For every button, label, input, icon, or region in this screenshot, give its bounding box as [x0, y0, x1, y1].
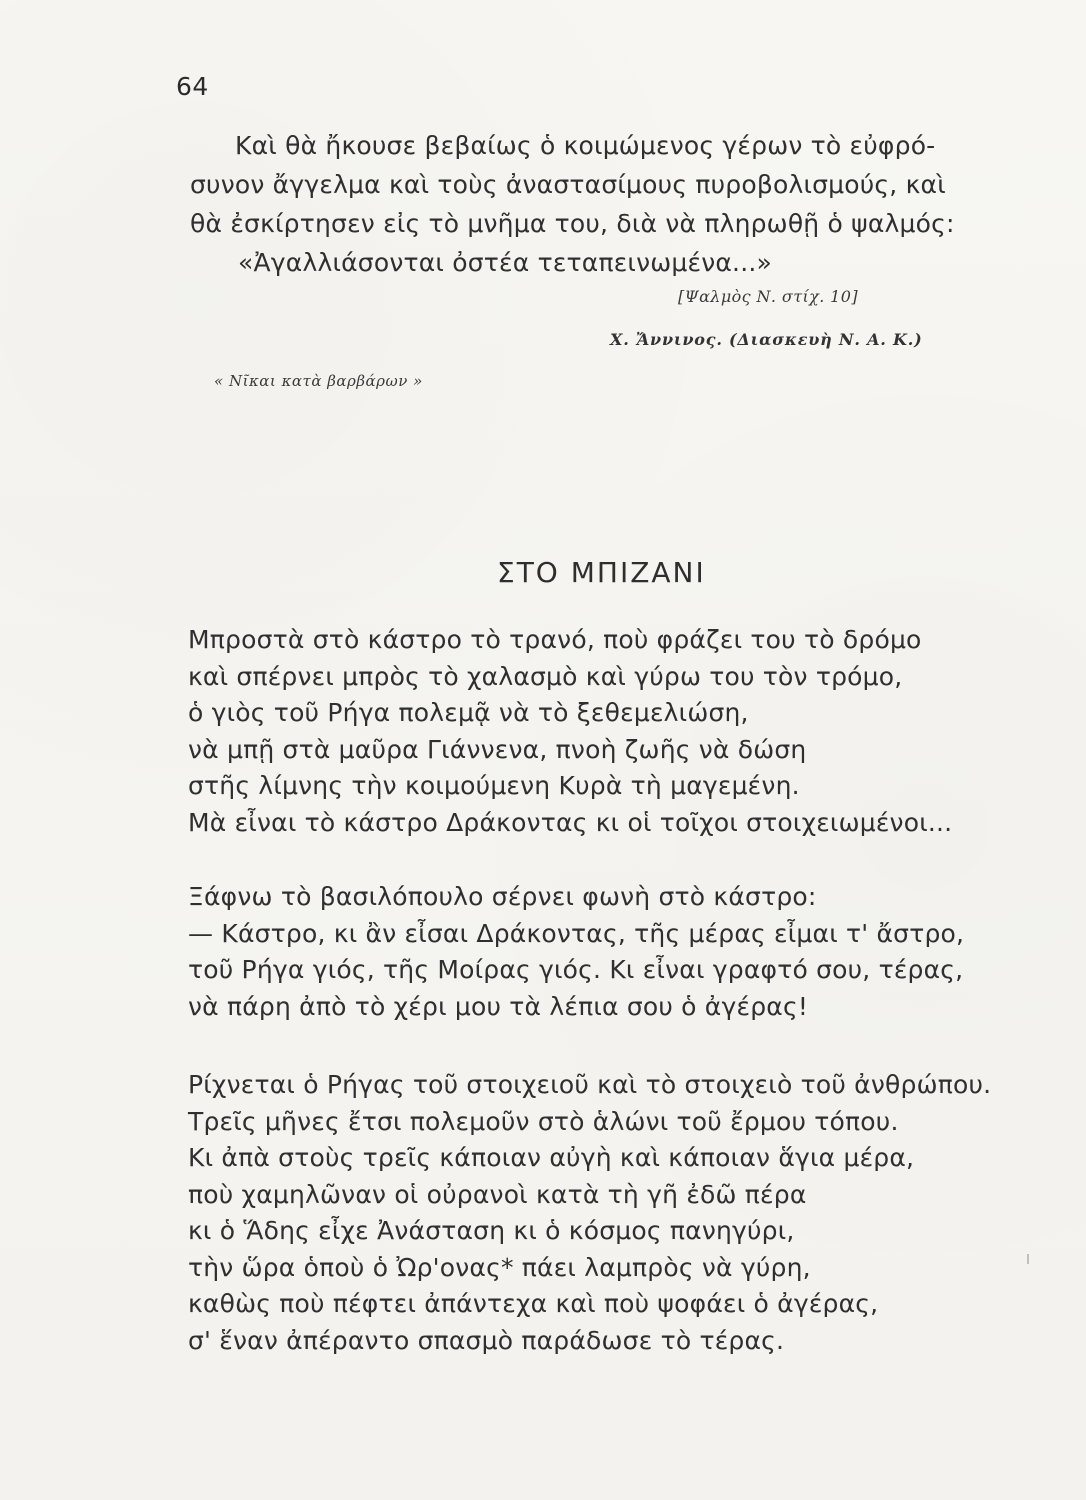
verse-line: καὶ σπέρνει μπρὸς τὸ χαλασμὸ καὶ γύρω του τὸν τρόμο,	[188, 661, 903, 691]
verse-line: κι ὁ Ἅδης εἶχε Ἀνάσταση κι ὁ κόσμος πανηγύρι,	[188, 1216, 795, 1245]
poem-stanza-3	[188, 1067, 1048, 1359]
verse-line: νὰ μπῇ στὰ μαῦρα Γιάννενα, πνοὴ ζωῆς νὰ δώση	[188, 734, 807, 764]
verse-line: Ρίχνεται ὁ Ρήγας τοῦ στοιχειοῦ καὶ τὸ στοιχειὸ τοῦ ἀνθρώπου.	[188, 1070, 992, 1099]
prose-paragraph	[190, 126, 1020, 282]
verse-line: Μπροστὰ στὸ κάστρο τὸ τρανό, ποὺ φράζει του τὸ δρόμο	[188, 625, 922, 654]
verse-line: στῆς λίμνης τὴν κοιμούμενη Κυρὰ τὴ μαγεμένη.	[188, 771, 800, 800]
prose-line: θὰ ἐσκίρτησεν εἰς τὸ μνῆμα του, διὰ νὰ πληρωθῇ ὁ ψαλμός:	[190, 209, 955, 238]
verse-line: — Κάστρο, κι ἂν εἶσαι Δράκοντας, τῆς μέρας εἶμαι τ' ἄστρο,	[188, 918, 965, 948]
page-number: 64	[176, 72, 209, 101]
poem-stanza-1	[188, 622, 1048, 841]
verse-line: τὴν ὥρα ὁποὺ ὁ Ὠρ'ονας* πάει λαμπρὸς νὰ γύρη,	[188, 1252, 811, 1282]
psalm-citation: [Ψαλμὸς Ν. στίχ. 10]	[678, 287, 858, 306]
verse-line: ποὺ χαμηλῶναν οἱ οὐρανοὶ κατὰ τὴ γῆ ἐδῶ πέρα	[188, 1179, 807, 1209]
verse-line: Μὰ εἶναι τὸ κάστρο Δράκοντας κι οἱ τοῖχοι στοιχειωμένοι...	[188, 807, 953, 837]
verse-line: καθὼς ποὺ πέφτει ἀπάντεχα καὶ ποὺ ψοφάει ὁ ἀγέρας,	[188, 1289, 879, 1318]
verse-line: νὰ πάρη ἀπὸ τὸ χέρι μου τὰ λέπια σου ὁ ἀγέρας!	[188, 991, 809, 1021]
source-title: « Νῖκαι κατὰ βαρβάρων »	[214, 372, 423, 390]
verse-line: Ξάφνω τὸ βασιλόπουλο σέρνει φωνὴ στὸ κάστρο:	[188, 882, 817, 911]
poem-stanza-2	[188, 879, 1048, 1025]
verse-line: τοῦ Ρήγα γιός, τῆς Μοίρας γιός. Κι εἶναι γραφτό σου, τέρας,	[188, 955, 964, 984]
psalm-quote-line: «Ἀγαλλιάσονται ὀστέα τεταπεινωμένα...»	[238, 248, 772, 277]
prose-line: Καὶ θὰ ἤκουσε βεβαίως ὁ κοιμώμενος γέρων τὸ εὐφρό-	[235, 131, 936, 160]
author-attribution: Χ. Ἄννινος. (Διασκευὴ Ν. Α. Κ.)	[610, 330, 923, 349]
poem-title: ΣΤΟ ΜΠΙΖΑΝΙ	[497, 556, 706, 589]
verse-line: Κι ἀπὰ στοὺς τρεῖς κάποιαν αὐγὴ καὶ κάποιαν ἅγια μέρα,	[188, 1143, 915, 1172]
verse-line: Τρεῖς μῆνες ἔτσι πολεμοῦν στὸ ἁλώνι τοῦ ἔρμου τόπου.	[188, 1106, 899, 1136]
prose-line: συνον ἄγγελμα καὶ τοὺς ἀναστασίμους πυροβολισμούς, καὶ	[190, 170, 946, 199]
page-speck	[1027, 1254, 1029, 1264]
verse-line: ὁ γιὸς τοῦ Ρήγα πολεμᾷ νὰ τὸ ξεθεμελιώση,	[188, 698, 749, 727]
verse-line: σ' ἕναν ἀπέραντο σπασμὸ παράδωσε τὸ τέρας.	[188, 1325, 785, 1355]
